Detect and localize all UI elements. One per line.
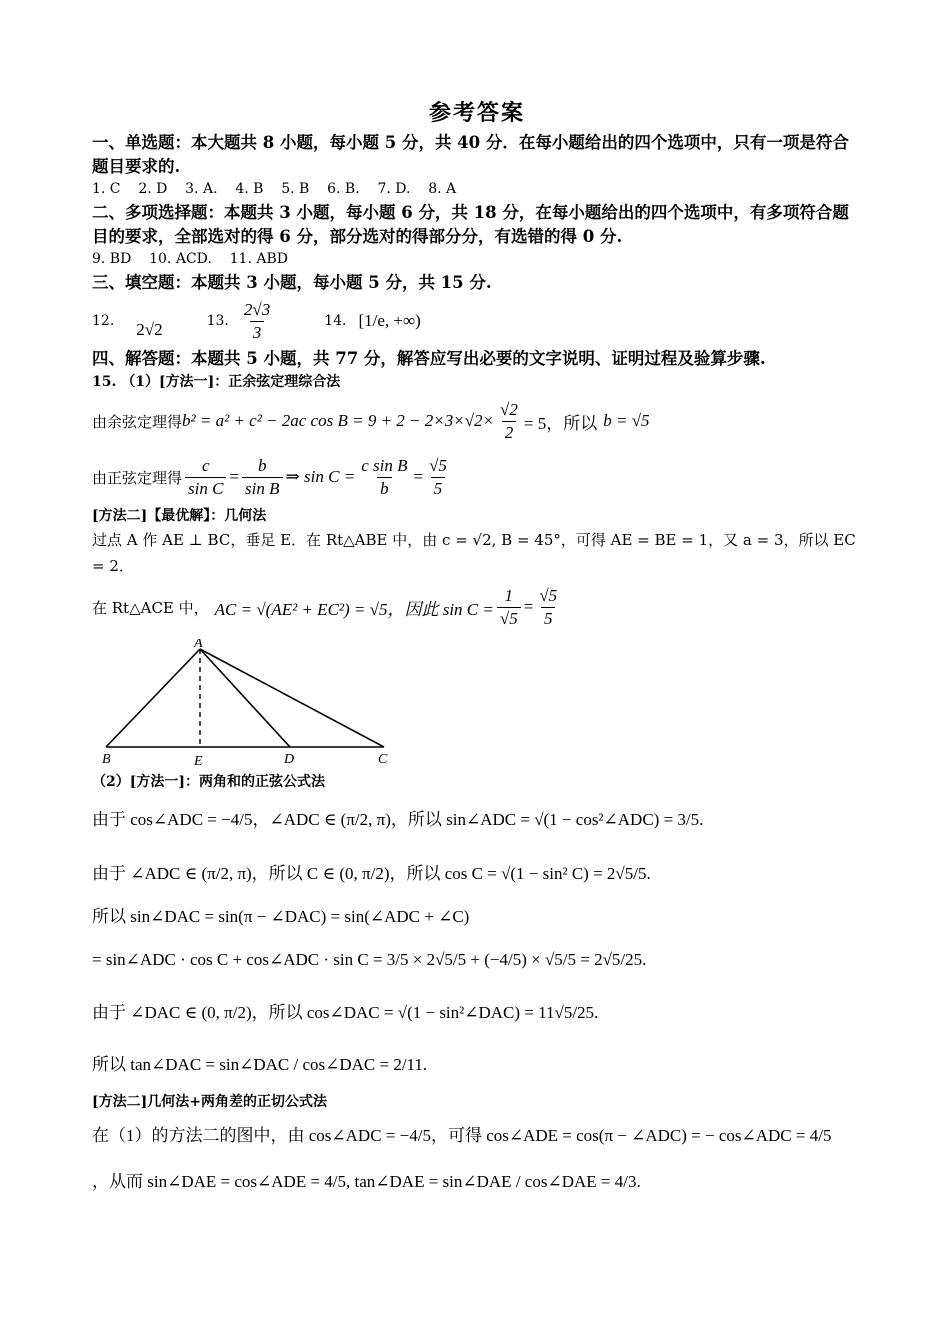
rt-expr: AC = √(AE² + EC²) = √5，因此 sin C =: [214, 599, 494, 619]
sine-law-frac-2: [242, 456, 282, 499]
line-cos-ade: 在（1）的方法二的图中，由 cos∠ADC = −4/5，可得 cos∠ADE = cos(π − ∠ADC) = − cos∠ADC = 4/5: [92, 1126, 832, 1145]
q12-answer: 2√2: [136, 320, 163, 339]
answer-sheet: [92, 96, 862, 1205]
line-tan-dae: ，从而 sin∠DAE = cos∠ADE = 4/5, tan∠DAE = sin∠DAE / cos∠DAE = 4/3.: [92, 1172, 641, 1191]
p2-method-1: （2）[方法一]：两角和的正弦公式法: [92, 774, 325, 790]
frac-num: √5: [539, 585, 558, 605]
label-A: A: [194, 639, 203, 651]
frac-num: b: [258, 455, 267, 475]
rt-frac-1: [497, 586, 521, 629]
rt-frac-2: [536, 586, 560, 629]
q13-denominator: 3: [250, 321, 265, 343]
line-tan-dac: 所以 tan∠DAC = sin∠DAC / cos∠DAC = 2/11.: [92, 1055, 428, 1074]
label-B: B: [102, 752, 111, 767]
sine-law-frac-3: [358, 456, 410, 499]
label-E: E: [194, 754, 203, 767]
side-AB: [106, 649, 200, 747]
label-C: C: [378, 752, 388, 767]
frac-num: √2: [500, 399, 518, 419]
frac-num: c sin B: [361, 455, 408, 475]
cosine-law-result: b = √5: [603, 411, 650, 430]
equals-sign: =: [229, 467, 240, 486]
q13-numerator: 2√3: [243, 299, 271, 319]
section-2-heading: 二、多项选择题：本题共 3 小题，每小题 6 分，共 18 分，在每小题给出的四个选项中，有多项符合题目的要求，全部选对的得 6 分，部分选对的得部分分，有选错的得 0 分.: [92, 203, 849, 246]
right-triangle-line: [92, 579, 862, 635]
frac-den: b: [377, 477, 392, 499]
section-2-answers: 9. BD 10. ACD. 11. ABD: [92, 251, 288, 267]
cosine-law-prefix: 由余弦定理得: [92, 412, 183, 431]
section-4-heading: 四、解答题：本题共 5 小题，共 77 分，解答应写出必要的文字说明、证明过程及验算步骤.: [92, 349, 766, 368]
line-cos-dac: 由于 ∠DAC ∈ (0, π/2)，所以 cos∠DAC = √(1 − sin²∠DAC) = 11√5/25.: [92, 1003, 599, 1022]
fill-in-answers: [92, 295, 862, 347]
line-sin-adc: 由于 cos∠ADC = −4/5，∠ADC ∈ (π/2, π)，所以 sin∠ADC = √(1 − cos²∠ADC) = 3/5.: [92, 810, 704, 829]
frac-den: 5: [431, 477, 446, 499]
sine-law-arrow: ⇒ sin C =: [285, 467, 356, 486]
rt-prefix: 在 Rt△ACE 中，: [92, 598, 209, 617]
line-sin-dac: 所以 sin∠DAC = sin(π − ∠DAC) = sin(∠ADC + ∠C): [92, 907, 470, 926]
q13-label: 13.: [206, 313, 229, 329]
p15-method-2: [方法二]【最优解】：几何法: [92, 508, 267, 524]
page-title: 参考答案: [428, 100, 525, 126]
frac-den: sin B: [242, 477, 282, 499]
cosine-law-expr: b² = a² + c² − 2ac cos B = 9 + 2 − 2×3×√2×: [182, 411, 495, 430]
cosine-law-frac: [497, 400, 521, 443]
triangle-figure: [98, 639, 398, 767]
sine-law-prefix: 由正弦定理得: [92, 468, 183, 487]
frac-num: √5: [429, 455, 447, 475]
section-1-heading: 一、单选题：本大题共 8 小题，每小题 5 分，共 40 分．在每小题给出的四个选项中，只有一项是符合题目要求的.: [92, 133, 849, 176]
q12-label: 12.: [92, 313, 115, 329]
sine-law-frac-1: [185, 456, 226, 499]
cosine-law-tail: = 5，所以: [523, 413, 598, 433]
frac-den: 5: [541, 607, 556, 629]
cosine-law-line: [92, 393, 862, 449]
section-1-answers: 1. C 2. D 3. A. 4. B 5. B 6. B. 7. D. 8. A: [92, 181, 457, 197]
frac-num: c: [201, 455, 210, 475]
line-cos-c: 由于 ∠ADC ∈ (π/2, π)，所以 C ∈ (0, π/2)，所以 cos C = √(1 − sin² C) = 2√5/5.: [92, 864, 651, 883]
line-expansion: = sin∠ADC · cos C + cos∠ADC · sin C = 3/5 × 2√5/5 + (−4/5) × √5/5 = 2√5/25.: [92, 950, 647, 969]
q13-answer: [241, 300, 273, 343]
frac-den: 2: [502, 421, 517, 443]
frac-den: sin C: [185, 477, 226, 499]
frac-num: 1: [504, 585, 514, 605]
label-D: D: [284, 752, 295, 767]
sine-law-frac-4: [426, 456, 450, 499]
q14-label: 14.: [324, 313, 347, 329]
segment-AD: [200, 649, 290, 747]
p2-method-2: [方法二]几何法+两角差的正切公式法: [92, 1094, 327, 1110]
side-AC: [200, 649, 384, 747]
frac-den: √5: [497, 607, 521, 629]
equals-sign: =: [523, 597, 534, 616]
sine-law-line: [92, 449, 862, 505]
geometry-line: 过点 A 作 AE ⊥ BC，垂足 E．在 Rt△ABE 中，由 c = √2, B = 45°，可得 AE = BE = 1，又 a = 3，所以 EC = 2．: [92, 531, 856, 575]
section-3-heading: 三、填空题：本题共 3 小题，每小题 5 分，共 15 分.: [92, 273, 492, 292]
q14-answer: [1/e, +∞): [358, 311, 421, 330]
equals-sign: =: [413, 467, 424, 486]
p15-method-1: 15. （1）[方法一]：正余弦定理综合法: [92, 374, 341, 390]
